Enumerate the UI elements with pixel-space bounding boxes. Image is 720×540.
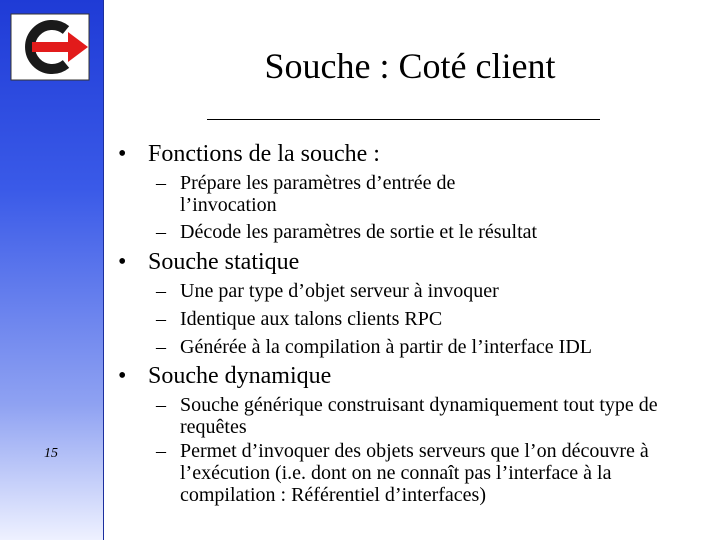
- dash-marker: –: [156, 394, 166, 416]
- sub-bullet-item: [156, 308, 700, 330]
- bullet-item: [118, 248, 299, 276]
- dash-marker: –: [156, 280, 166, 302]
- logo-icon: [8, 12, 92, 82]
- sub-bullet-item: [156, 440, 700, 506]
- slide-title: Souche : Coté client: [264, 46, 556, 86]
- title-divider: [207, 119, 600, 120]
- bullet-text: Souche statique: [148, 249, 300, 275]
- dash-marker: –: [156, 440, 166, 462]
- sub-bullet-item: [156, 394, 690, 438]
- sub-bullet-text: Identique aux talons clients RPC: [180, 308, 443, 330]
- sub-bullet-text: Décode les paramètres de sortie et le résultat: [180, 221, 538, 243]
- bullet-dot: •: [118, 363, 127, 389]
- page-number: 15: [44, 446, 58, 461]
- sub-bullet-text: Générée à la compilation à partir de l’interface IDL: [180, 336, 593, 358]
- bullet-text: Souche dynamique: [148, 363, 332, 389]
- sub-bullet-text: Permet d’invoquer des objets serveurs que l’on découvre à l’exécution (i.e. dont on ne connaît pas l’interface à la compilation : Référentiel d’interfaces): [180, 440, 649, 506]
- sub-bullet-item: [156, 336, 700, 358]
- sub-bullet-item: [156, 221, 700, 243]
- dash-marker: –: [156, 308, 166, 330]
- sub-bullet-text: Prépare les paramètres d’entrée de l’invocation: [180, 172, 456, 216]
- dash-marker: –: [156, 172, 166, 194]
- sub-bullet-item: [156, 280, 700, 302]
- sub-bullet-text: Une par type d’objet serveur à invoquer: [180, 280, 499, 302]
- sub-bullet-item: [156, 172, 520, 216]
- bullet-text: Fonctions de la souche :: [148, 141, 380, 167]
- bullet-dot: •: [118, 141, 127, 167]
- bullet-dot: •: [118, 249, 127, 275]
- bullet-item: [118, 140, 380, 168]
- dash-marker: –: [156, 221, 166, 243]
- bullet-item: [118, 362, 331, 390]
- sub-bullet-text: Souche générique construisant dynamiquement tout type de requêtes: [180, 394, 658, 438]
- sidebar: [0, 0, 104, 540]
- dash-marker: –: [156, 336, 166, 358]
